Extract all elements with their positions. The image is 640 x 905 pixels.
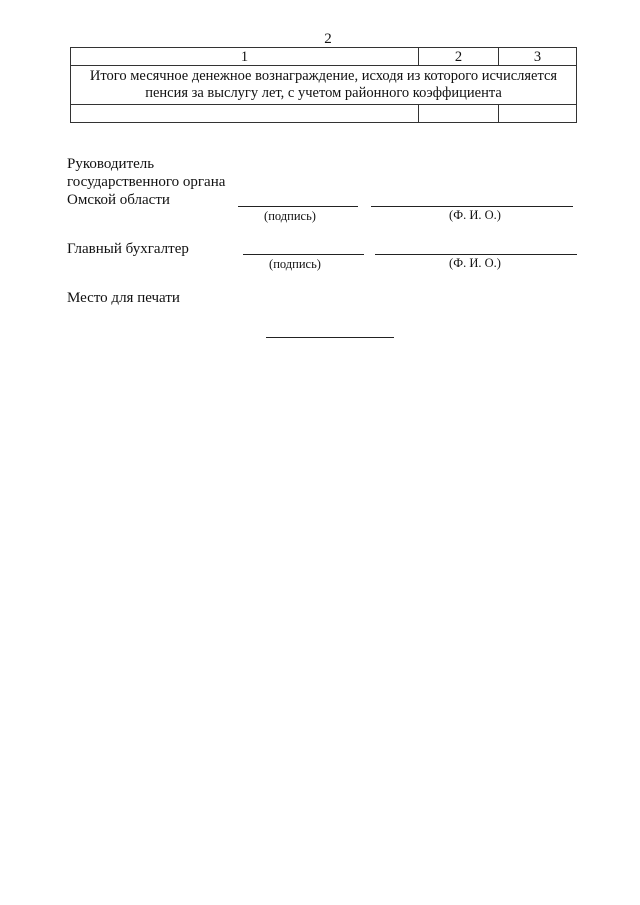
- head-title-line-3: Омской области: [67, 192, 170, 208]
- head-name-caption: (Ф. И. О.): [449, 208, 501, 222]
- payment-table: [70, 47, 577, 123]
- table-header-col-3: 3: [499, 48, 577, 66]
- head-title-line-2: государственного органа: [67, 174, 226, 190]
- accountant-signature-line[interactable]: [243, 254, 364, 255]
- accountant-signature-caption: (подпись): [269, 257, 321, 271]
- head-signature-line[interactable]: [238, 206, 358, 207]
- closing-divider-line: [266, 337, 394, 338]
- total-remuneration-label: Итого месячное денежное вознаграждение, исходя из которого исчисляется пенсия за выслугу лет, с учетом районного коэффициента: [71, 66, 577, 105]
- accountant-title: Главный бухгалтер: [67, 241, 189, 257]
- table-header-col-2: 2: [419, 48, 499, 66]
- table-cell-value-2[interactable]: [419, 105, 499, 123]
- page-number: 2: [324, 31, 332, 47]
- head-name-line[interactable]: [371, 206, 573, 207]
- accountant-name-caption: (Ф. И. О.): [449, 256, 501, 270]
- table-cell-value-1[interactable]: [71, 105, 419, 123]
- table-header-col-1: 1: [71, 48, 419, 66]
- head-title-line-1: Руководитель: [67, 156, 155, 172]
- table-cell-value-3[interactable]: [499, 105, 577, 123]
- stamp-place-label: Место для печати: [67, 290, 180, 306]
- head-signature-caption: (подпись): [264, 209, 316, 223]
- table-header-row: [71, 48, 577, 66]
- accountant-name-line[interactable]: [375, 254, 577, 255]
- table-row-total-label: [71, 66, 577, 105]
- table-row-values: [71, 105, 577, 123]
